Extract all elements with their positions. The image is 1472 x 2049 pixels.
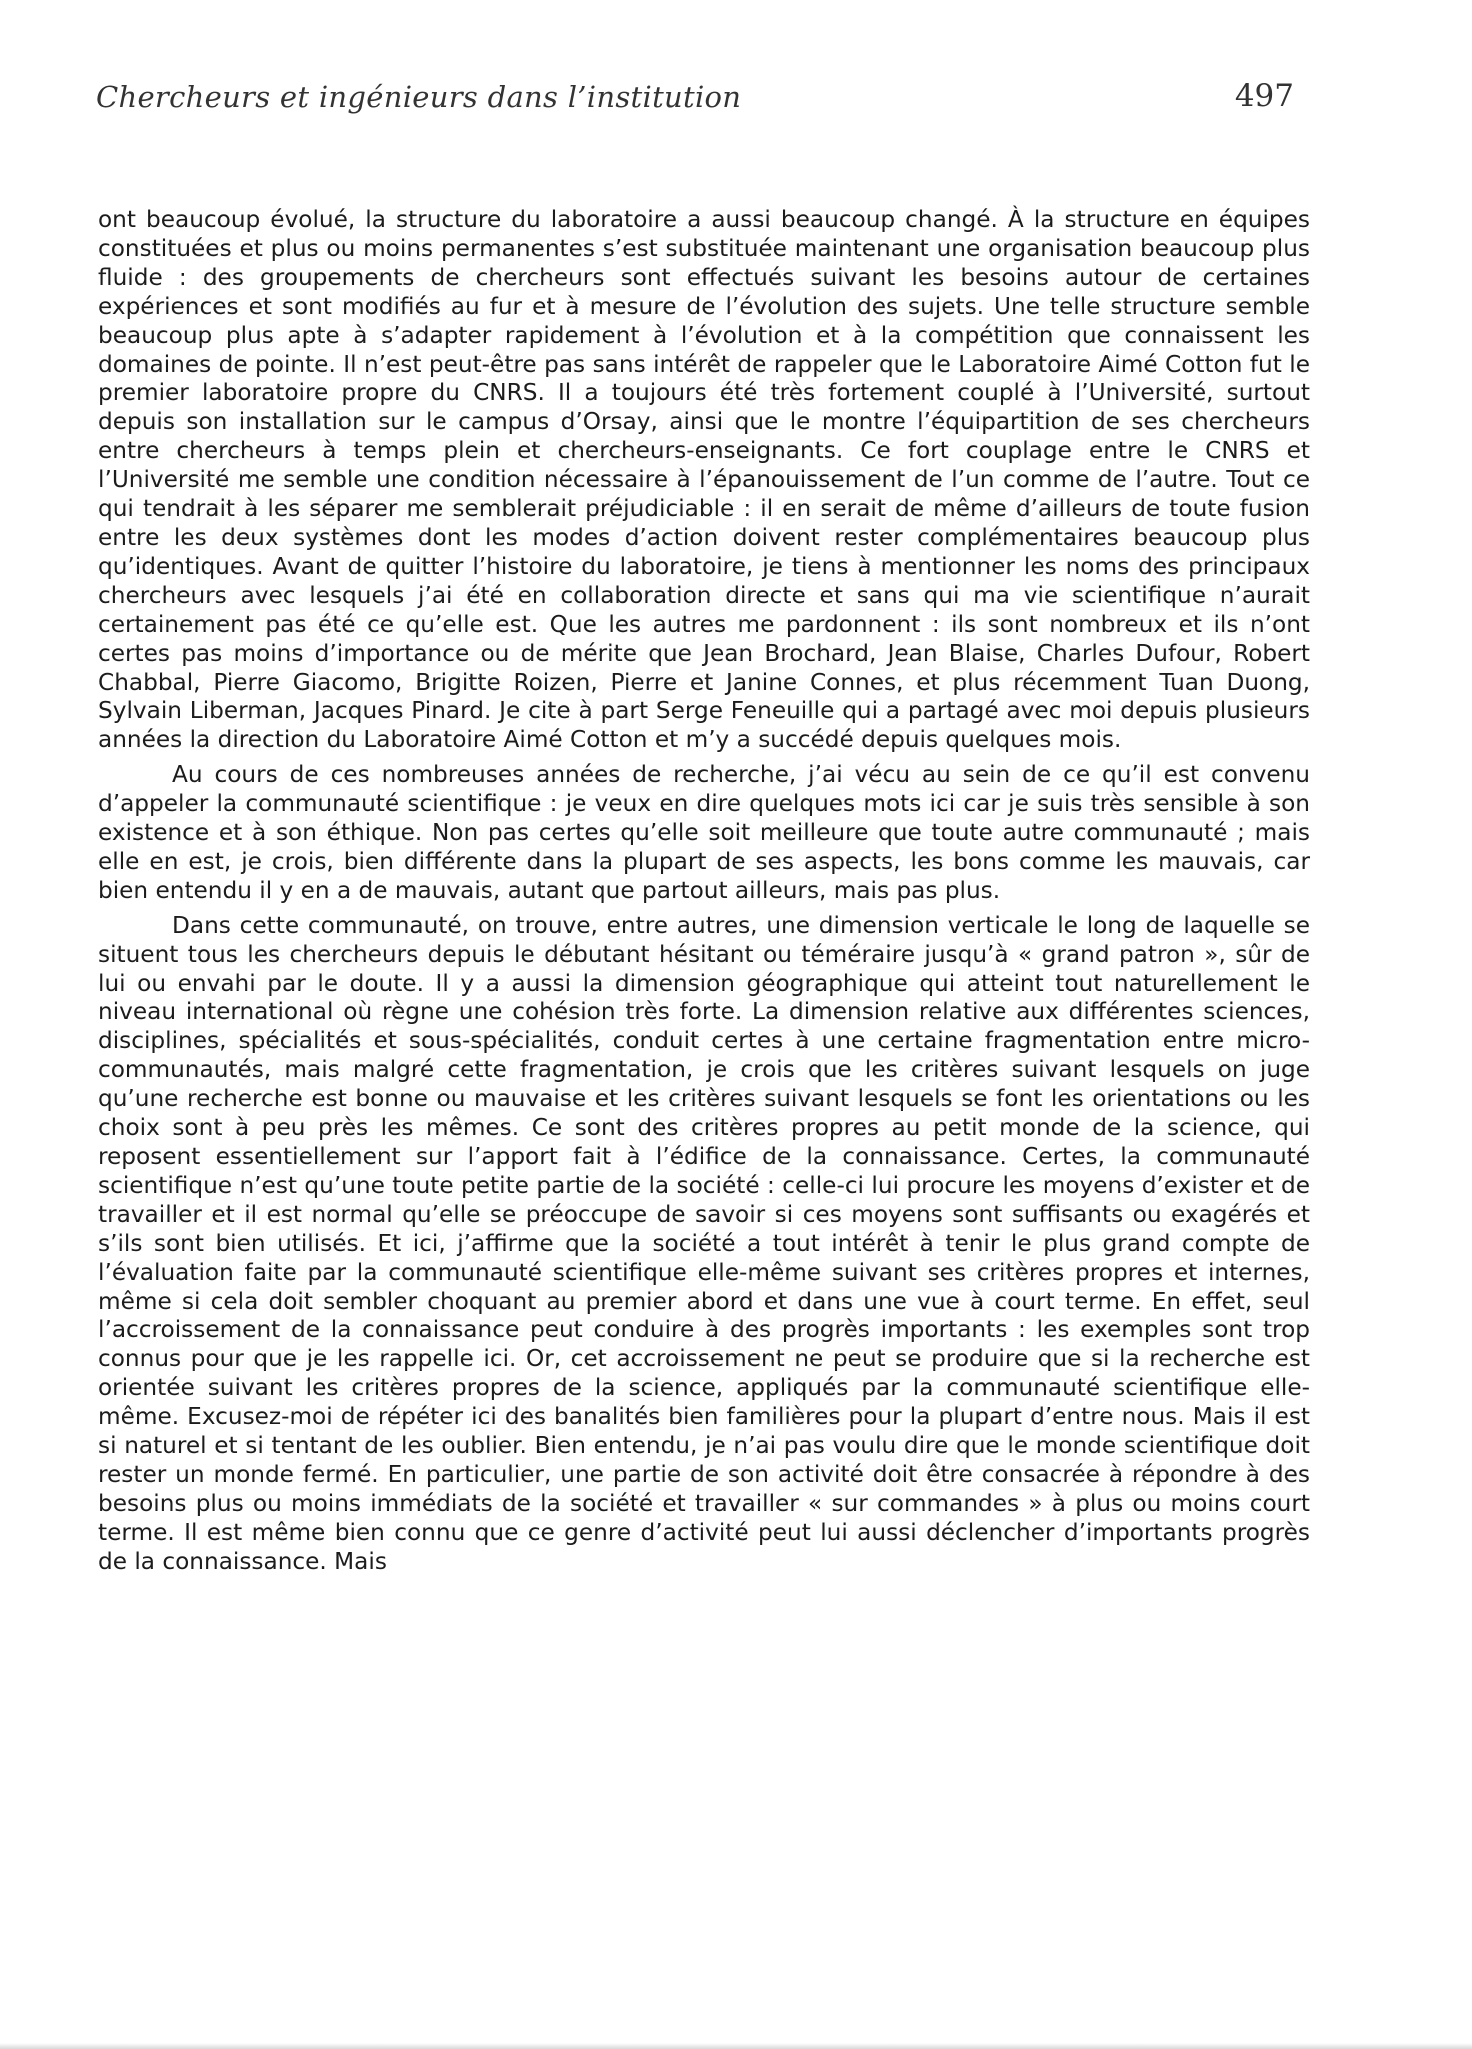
body-text <box>98 206 1310 1577</box>
paragraph: ont beaucoup évolué, la structure du laboratoire a aussi beaucoup changé. À la structure en équipes constituées et plus ou moins permanentes s’est substituée maintenant une organisation beaucoup plus fluide : des groupements de chercheurs sont effectués suivant les besoins autour de certaines expériences et sont modifiés au fur et à mesure de l’évolution des sujets. Une telle structure semble beaucoup plus apte à s’adapter rapidement à l’évolution et à la compétition que connaissent les domaines de pointe. Il n’est peut-être pas sans intérêt de rappeler que le Laboratoire Aimé Cotton fut le premier laboratoire propre du CNRS. Il a toujours été très fortement couplé à l’Université, surtout depuis son installation sur le campus d’Orsay, ainsi que le montre l’équipartition de ses chercheurs entre chercheurs à temps plein et chercheurs-enseignants. Ce fort couplage entre le CNRS et l’Université me semble une condition nécessaire à l’épanouissement de l’un comme de l’autre. Tout ce qui tendrait à les séparer me semblerait préjudiciable : il en serait de même d’ailleurs de toute fusion entre les deux systèmes dont les modes d’action doivent rester complémentaires beaucoup plus qu’identiques. Avant de quitter l’histoire du laboratoire, je tiens à mentionner les noms des principaux chercheurs avec lesquels j’ai été en collaboration directe et sans qui ma vie scientifique n’aurait certainement pas été ce qu’elle est. Que les autres me pardonnent : ils sont nombreux et ils n’ont certes pas moins d’importance ou de mérite que Jean Brochard, Jean Blaise, Charles Dufour, Robert Chabbal, Pierre Giacomo, Brigitte Roizen, Pierre et Janine Connes, et plus récemment Tuan Duong, Sylvain Liberman, Jacques Pinard. Je cite à part Serge Feneuille qui a partagé avec moi depuis plusieurs années la direction du Laboratoire Aimé Cotton et m’y a succédé depuis quelques mois. <box>98 206 1310 754</box>
scan-bottom-edge <box>0 2043 1472 2049</box>
paragraph: Au cours de ces nombreuses années de recherche, j’ai vécu au sein de ce qu’il est convenu d’appeler la communauté scientifique : je veux en dire quelques mots ici car je suis très sensible à son existence et à son éthique. Non pas certes qu’elle soit meilleure que toute autre communauté ; mais elle en est, je crois, bien différente dans la plupart de ses aspects, les bons comme les mauvais, car bien entendu il y en a de mauvais, autant que partout ailleurs, mais pas plus. <box>98 761 1310 904</box>
page-number: 497 <box>1234 78 1294 114</box>
running-title: Chercheurs et ingénieurs dans l’institution <box>96 80 742 114</box>
paragraph: Dans cette communauté, on trouve, entre autres, une dimension verticale le long de laquelle se situent tous les chercheurs depuis le débutant hésitant ou téméraire jusqu’à « grand patron », sûr de lui ou envahi par le doute. Il y a aussi la dimension géographique qui atteint tout naturellement le niveau international où règne une cohésion très forte. La dimension relative aux différentes sciences, disciplines, spécialités et sous-spécialités, conduit certes à une certaine fragmentation entre micro-communautés, mais malgré cette fragmentation, je crois que les critères suivant lesquels on juge qu’une recherche est bonne ou mauvaise et les critères suivant lesquels se font les orientations ou les choix sont à peu près les mêmes. Ce sont des critères propres au petit monde de la science, qui reposent essentiellement sur l’apport fait à l’édifice de la connaissance. Certes, la communauté scientifique n’est qu’une toute petite partie de la société : celle-ci lui procure les moyens d’exister et de travailler et il est normal qu’elle se préoccupe de savoir si ces moyens sont suffisants ou exagérés et s’ils sont bien utilisés. Et ici, j’affirme que la société a tout intérêt à tenir le plus grand compte de l’évaluation faite par la communauté scientifique elle-même suivant ses critères propres et internes, même si cela doit sembler choquant au premier abord et dans une vue à court terme. En effet, seul l’accroissement de la connaissance peut conduire à des progrès importants : les exemples sont trop connus pour que je les rappelle ici. Or, cet accroissement ne peut se produire que si la recherche est orientée suivant les critères propres de la science, appliqués par la communauté scientifique elle-même. Excusez-moi de répéter ici des banalités bien familières pour la plupart d’entre nous. Mais il est si naturel et si tentant de les oublier. Bien entendu, je n’ai pas voulu dire que le monde scientifique doit rester un monde fermé. En particulier, une partie de son activité doit être consacrée à répondre à des besoins plus ou moins immédiats de la société et travailler « sur commandes » à plus ou moins court terme. Il est même bien connu que ce genre d’activité peut lui aussi déclencher d’importants progrès de la connaissance. Mais <box>98 911 1310 1575</box>
